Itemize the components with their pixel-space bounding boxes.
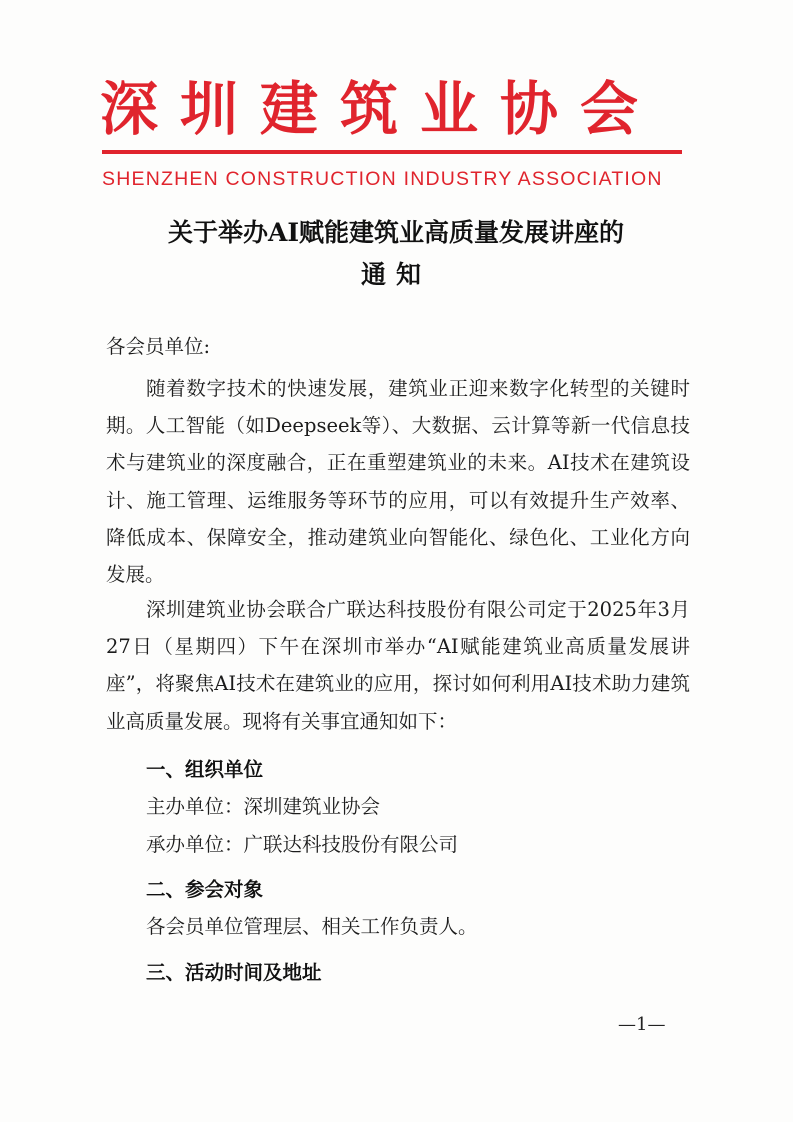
document-title-line1: 关于举办AI赋能建筑业高质量发展讲座的 [167, 218, 625, 247]
salutation: 各会员单位: [106, 335, 211, 358]
document-title [100, 212, 692, 296]
letterhead-divider [102, 150, 682, 154]
section-heading-attendees: 二、参会对象 [146, 878, 264, 901]
letterhead-org-name: 深圳建筑业协会 [100, 75, 661, 143]
organizer-host: 主办单位：深圳建筑业协会 [146, 795, 381, 818]
document-title-line2: 通知 [360, 260, 431, 289]
paragraph-event: 深圳建筑业协会联合广联达科技股份有限公司定于2025年3月27日（星期四）下午在深圳市举办“AI赋能建筑业高质量发展讲座”，将聚焦AI技术在建筑业的应用，探讨如何利用AI技术助力建筑业高质量发展。现将有关事宜通知如下： [106, 598, 690, 733]
attendees-text: 各会员单位管理层、相关工作负责人。 [146, 915, 478, 938]
page-number: —1— [618, 1014, 666, 1035]
section-heading-organizer: 一、组织单位 [146, 758, 264, 781]
letterhead-org-name-en: SHENZHEN CONSTRUCTION INDUSTRY ASSOCIATION [102, 168, 663, 190]
paragraph-intro: 随着数字技术的快速发展，建筑业正迎来数字化转型的关键时期。人工智能（如Deepseek等）、大数据、云计算等新一代信息技术与建筑业的深度融合，正在重塑建筑业的未来。AI技术在建筑设计、施工管理、运维服务等环节的应用，可以有效提升生产效率、降低成本、保障安全，推动建筑业向智能化、绿色化、工业化方向发展。 [106, 377, 690, 587]
section-heading-time-place: 三、活动时间及地址 [146, 961, 322, 984]
organizer-co-organizer: 承办单位：广联达科技股份有限公司 [146, 833, 459, 856]
